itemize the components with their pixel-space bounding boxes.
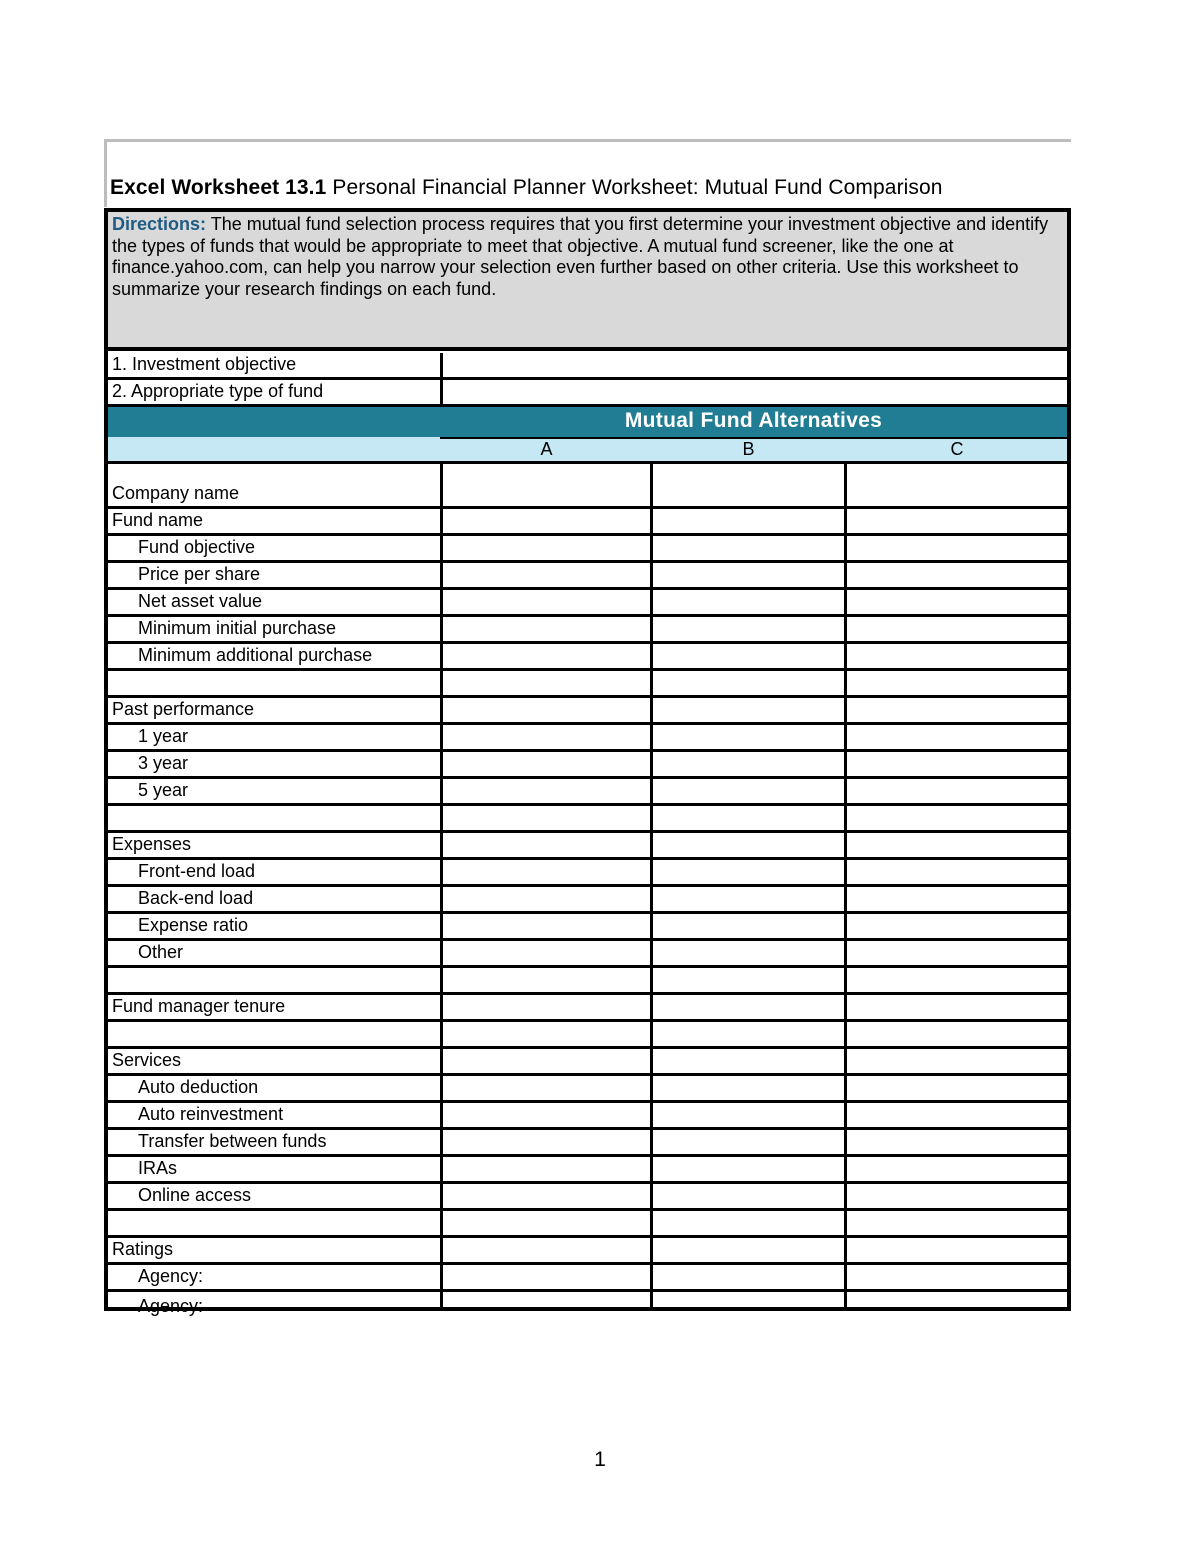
row-label: 5 year bbox=[138, 780, 189, 800]
table-row[interactable] bbox=[108, 1292, 1067, 1319]
top-rule bbox=[104, 139, 1071, 142]
table-row[interactable] bbox=[108, 941, 1067, 968]
question-label: 1. Investment objective bbox=[112, 354, 297, 374]
question-row-fund-type[interactable] bbox=[108, 380, 1067, 407]
row-label: Minimum initial purchase bbox=[138, 618, 337, 638]
table-row[interactable] bbox=[108, 1049, 1067, 1076]
row-label: Auto deduction bbox=[138, 1077, 259, 1097]
table-row[interactable] bbox=[108, 1103, 1067, 1130]
page-title bbox=[110, 176, 943, 200]
table-row[interactable] bbox=[108, 806, 1067, 833]
row-label: Expense ratio bbox=[138, 915, 249, 935]
section-banner bbox=[108, 407, 1067, 437]
table-row[interactable] bbox=[108, 617, 1067, 644]
row-label: Fund objective bbox=[138, 537, 256, 557]
row-label: IRAs bbox=[138, 1158, 178, 1178]
table-row[interactable] bbox=[108, 752, 1067, 779]
table-row[interactable] bbox=[108, 968, 1067, 995]
column-header-a: A bbox=[540, 439, 553, 459]
worksheet bbox=[104, 208, 1071, 1316]
row-label: Front-end load bbox=[138, 861, 256, 881]
table-row[interactable] bbox=[108, 1184, 1067, 1211]
page-number: 1 bbox=[594, 1448, 606, 1471]
table-row[interactable] bbox=[108, 509, 1067, 536]
column-divider-a-b bbox=[650, 464, 653, 1307]
table-row[interactable] bbox=[108, 995, 1067, 1022]
row-label: Online access bbox=[138, 1185, 252, 1205]
row-label: Expenses bbox=[112, 834, 192, 854]
table-row[interactable] bbox=[108, 464, 1067, 509]
row-label: Fund manager tenure bbox=[112, 996, 286, 1016]
table-row[interactable] bbox=[108, 1238, 1067, 1265]
row-label: Transfer between funds bbox=[138, 1131, 327, 1151]
row-label: Ratings bbox=[112, 1239, 174, 1259]
table-row[interactable] bbox=[108, 1157, 1067, 1184]
row-label: Price per share bbox=[138, 564, 261, 584]
table-row[interactable] bbox=[108, 887, 1067, 914]
title-rest: Personal Financial Planner Worksheet: Mutual Fund Comparison bbox=[326, 176, 943, 199]
top-rule-left bbox=[104, 139, 107, 207]
row-label: Fund name bbox=[112, 510, 204, 530]
row-label: Agency: bbox=[138, 1296, 204, 1316]
row-label: Services bbox=[112, 1050, 182, 1070]
table-row[interactable] bbox=[108, 671, 1067, 698]
table-row[interactable] bbox=[108, 779, 1067, 806]
column-header-c: C bbox=[950, 439, 964, 459]
banner-title: Mutual Fund Alternatives bbox=[624, 409, 883, 432]
row-label: Back-end load bbox=[138, 888, 254, 908]
column-divider-label bbox=[440, 464, 443, 1307]
row-label: Agency: bbox=[138, 1266, 204, 1286]
table-row[interactable] bbox=[108, 860, 1067, 887]
column-divider-b-c bbox=[844, 464, 847, 1307]
directions-box bbox=[108, 212, 1067, 351]
table-row[interactable] bbox=[108, 914, 1067, 941]
table-row[interactable] bbox=[108, 644, 1067, 671]
question-label: 2. Appropriate type of fund bbox=[112, 381, 324, 401]
title-bold: Excel Worksheet 13.1 bbox=[110, 176, 327, 199]
directions-text: The mutual fund selection process requires that you first determine your investment objective and identify the types of funds that would be appropriate to meet that objective. A mutual fund screener, like the one at finance.yahoo.com, can help you narrow your selection even further based on other criteria. Use this worksheet to summarize your research findings on each fund. bbox=[112, 214, 1049, 299]
table-row[interactable] bbox=[108, 536, 1067, 563]
row-label: Auto reinvestment bbox=[138, 1104, 284, 1124]
row-label: Net asset value bbox=[138, 591, 263, 611]
table-row[interactable] bbox=[108, 725, 1067, 752]
column-header-b: B bbox=[742, 439, 755, 459]
row-label: 1 year bbox=[138, 726, 189, 746]
directions-label: Directions: bbox=[112, 214, 207, 234]
table-row[interactable] bbox=[108, 1022, 1067, 1049]
table-row[interactable] bbox=[108, 590, 1067, 617]
table-row[interactable] bbox=[108, 833, 1067, 860]
table-row[interactable] bbox=[108, 1076, 1067, 1103]
row-label: Past performance bbox=[112, 699, 255, 719]
column-header-row bbox=[108, 437, 1067, 464]
table-row[interactable] bbox=[108, 698, 1067, 725]
row-label: Other bbox=[138, 942, 184, 962]
row-label: 3 year bbox=[138, 753, 189, 773]
row-label: Minimum additional purchase bbox=[138, 645, 373, 665]
table-row[interactable] bbox=[108, 563, 1067, 590]
question-row-investment-objective[interactable] bbox=[108, 353, 1067, 380]
table-row[interactable] bbox=[108, 1130, 1067, 1157]
comparison-table bbox=[108, 464, 1067, 1319]
table-row[interactable] bbox=[108, 1265, 1067, 1292]
row-label: Company name bbox=[112, 483, 240, 503]
table-row[interactable] bbox=[108, 1211, 1067, 1238]
